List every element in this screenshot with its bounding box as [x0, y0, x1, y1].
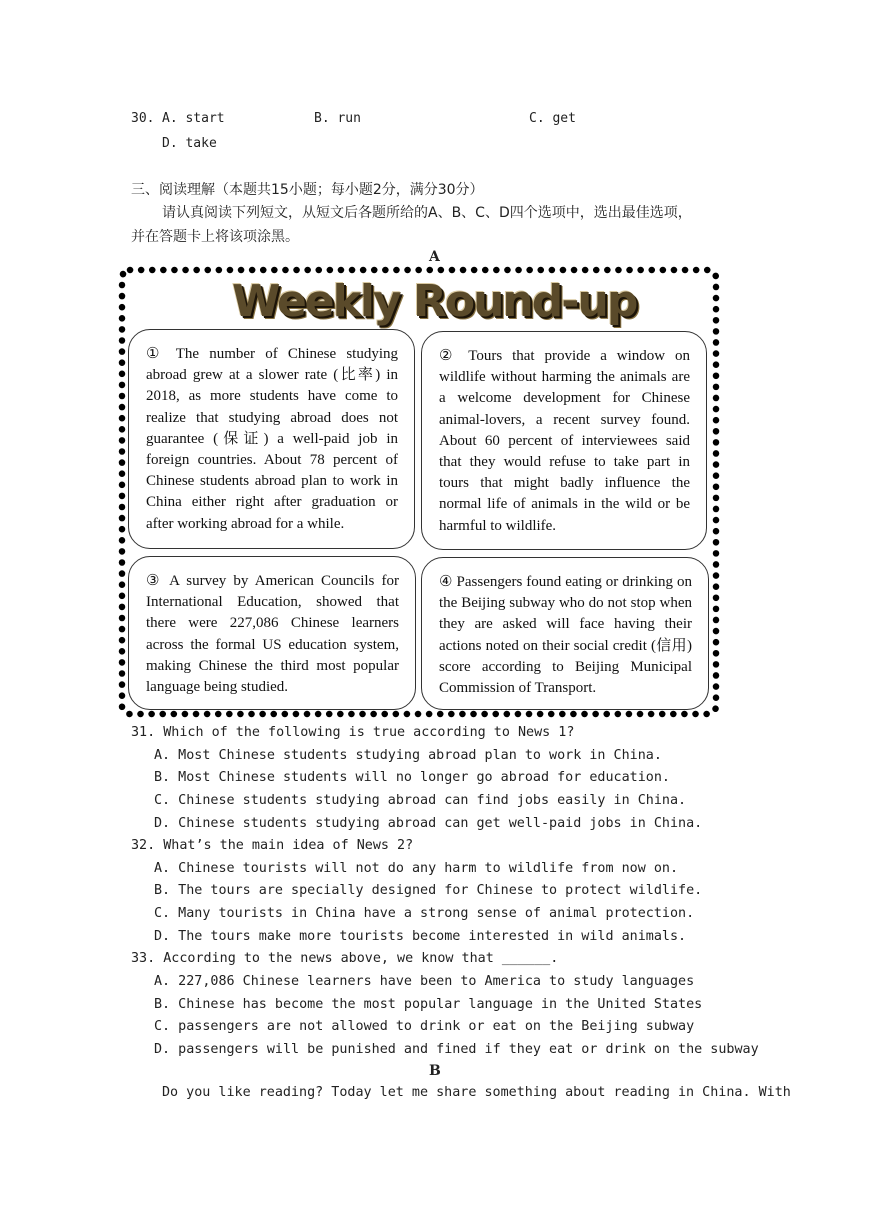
q30-option-d[interactable]: D. take	[162, 136, 217, 151]
q30-option-b[interactable]: B. run	[314, 111, 361, 126]
passage-a-letter: A	[429, 249, 440, 265]
q30-option-a[interactable]: A. start	[162, 111, 225, 126]
news-2-text: ② Tours that provide a window on wildlife without harming the animals are a welcome development for Chinese animal-lovers, a recent survey found. About 60 percent of interviewees said that they would refuse to take part in tours that might badly influence the normal life of animals in the wild or be harmful to wildlife.	[439, 348, 690, 534]
q32-option-c[interactable]: C. Many tourists in China have a strong sense of animal protection.	[154, 906, 695, 921]
q32-option-d[interactable]: D. The tours make more tourists become interested in wild animals.	[154, 929, 687, 944]
news-4-text: ④ Passengers found eating or drinking on the Beijing subway who do not stop when they are asked will face having their actions noted on their social credit (信用) score according to Beijing Municipal Commission of Transport.	[439, 574, 692, 697]
q31-option-d[interactable]: D. Chinese students studying abroad can get well-paid jobs in China.	[154, 816, 703, 831]
q33-stem: 33. According to the news above, we know that ______.	[131, 951, 559, 966]
news-1-text: ① The number of Chinese studying abroad grew at a slower rate (比率) in 2018, as more students have come to realize that studying abroad does not guarantee (保证) a well-paid job in foreign countries. About 78 percent of Chinese students abroad plan to work in China either right after graduation or after working abroad for a while.	[146, 346, 398, 532]
section-instruction-line2: 并在答题卡上将该项涂黑。	[131, 229, 299, 245]
news-box-4	[421, 557, 709, 710]
q33-option-a[interactable]: A. 227,086 Chinese learners have been to America to study languages	[154, 974, 695, 989]
news-3-text: ③ A survey by American Councils for International Education, showed that there were 227,086 Chinese learners across the formal US education system, making Chinese the third most popular language being studied.	[146, 573, 399, 696]
q30-option-c[interactable]: C. get	[529, 111, 576, 126]
q32-stem: 32. What’s the main idea of News 2?	[131, 838, 414, 853]
q31-stem: 31. Which of the following is true according to News 1?	[131, 725, 575, 740]
q31-option-c[interactable]: C. Chinese students studying abroad can find jobs easily in China.	[154, 793, 687, 808]
news-box-1	[128, 329, 415, 549]
q33-option-d[interactable]: D. passengers will be punished and fined if they eat or drink on the subway	[154, 1042, 759, 1057]
q32-option-a[interactable]: A. Chinese tourists will not do any harm to wildlife from now on.	[154, 861, 679, 876]
weekly-roundup-banner: Weekly Round-up	[232, 276, 637, 327]
q33-option-c[interactable]: C. passengers are not allowed to drink or eat on the Beijing subway	[154, 1019, 695, 1034]
section-instruction-line1: 请认真阅读下列短文，从短文后各题所给的A、B、C、D四个选项中，选出最佳选项，	[162, 205, 692, 221]
q31-option-b[interactable]: B. Most Chinese students will no longer go abroad for education.	[154, 770, 670, 785]
q30-number: 30.	[131, 111, 155, 126]
passage-b-first-line: Do you like reading? Today let me share something about reading in China. With	[162, 1085, 791, 1100]
q31-option-a[interactable]: A. Most Chinese students studying abroad plan to work in China.	[154, 748, 662, 763]
q32-option-b[interactable]: B. The tours are specially designed for Chinese to protect wildlife.	[154, 883, 703, 898]
news-box-2	[421, 331, 707, 550]
news-box-3	[128, 556, 416, 710]
passage-b-letter: B	[429, 1063, 441, 1079]
q33-option-b[interactable]: B. Chinese has become the most popular language in the United States	[154, 997, 703, 1012]
section-heading: 三、阅读理解（本题共15小题；每小题2分，满分30分）	[131, 182, 484, 198]
